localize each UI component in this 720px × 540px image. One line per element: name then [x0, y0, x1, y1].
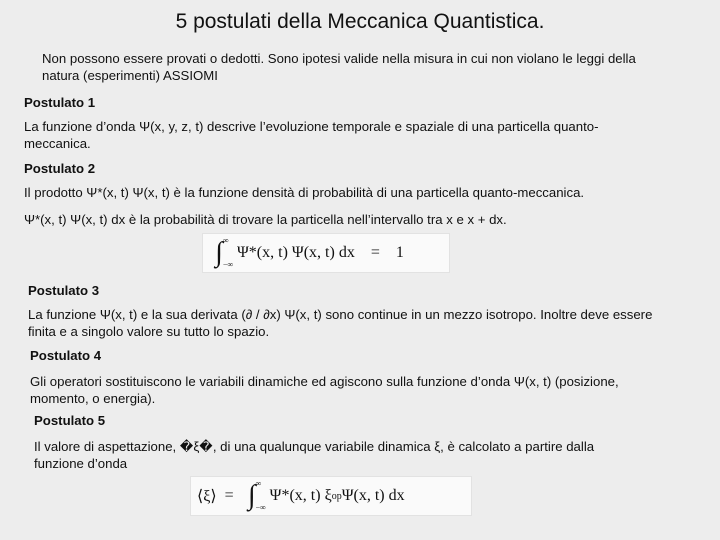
equation-lhs: ⟨ξ⟩: [197, 488, 217, 505]
equation-rhs: 1: [395, 244, 404, 261]
page-title: 5 postulati della Meccanica Quantistica.: [175, 10, 545, 33]
equation-integrand: Ψ*(x, t) ξ: [269, 487, 332, 504]
equation-integrand-tail: Ψ(x, t) dx: [341, 487, 405, 504]
integral-sign: ∫ ∞ −∞: [247, 479, 266, 512]
integral-sign: ∫ ∞ −∞: [215, 236, 234, 269]
equation-integrand: Ψ*(x, t) Ψ(x, t) dx: [237, 244, 355, 261]
expectation-value-equation: [190, 476, 472, 516]
postulate-1-line-2: meccanica.: [24, 136, 91, 151]
postulate-3-line-2: finita e a singolo valore su tutto lo spazio.: [28, 324, 270, 339]
normalization-equation: [202, 233, 450, 273]
postulate-2-line-1: Il prodotto Ψ*(x, t) Ψ(x, t) è la funzione densità di probabilità di una particella quanto-meccanica.: [24, 185, 585, 200]
postulate-3-line-1: La funzione Ψ(x, t) e la sua derivata (∂ / ∂x) Ψ(x, t) sono continue in un mezzo isotropo. Inoltre deve essere: [28, 307, 653, 322]
postulate-3-heading: Postulato 3: [28, 283, 100, 298]
intro-line-1: Non possono essere provati o dedotti. Sono ipotesi valide nella misura in cui non violano le leggi della: [42, 51, 636, 66]
postulate-5-heading: Postulato 5: [34, 413, 106, 428]
postulate-2-heading: Postulato 2: [24, 161, 96, 176]
equation-equals: =: [224, 487, 234, 504]
equation-equals: =: [370, 244, 380, 261]
intro-line-2: natura (esperimenti) ASSIOMI: [42, 68, 218, 83]
postulate-1-line-1: La funzione d’onda Ψ(x, y, z, t) descrive l’evoluzione temporale e spaziale di una particella quanto-: [24, 119, 599, 134]
postulate-4-heading: Postulato 4: [30, 348, 102, 363]
postulate-4-line-1: Gli operatori sostituiscono le variabili dinamiche ed agiscono sulla funzione d’onda Ψ(x, t) (posizione,: [30, 374, 619, 389]
postulate-5-line-2: funzione d’onda: [34, 456, 128, 471]
postulate-2-line-2: Ψ*(x, t) Ψ(x, t) dx è la probabilità di trovare la particella nell’intervallo tra x e x + dx.: [24, 212, 507, 227]
operator-subscript: op: [331, 490, 342, 502]
postulate-1-heading: Postulato 1: [24, 95, 96, 110]
postulate-5-line-1: Il valore di aspettazione, �ξ�, di una qualunque variabile dinamica ξ, è calcolato a partire dalla: [34, 439, 595, 454]
postulate-4-line-2: momento, o energia).: [30, 391, 156, 406]
